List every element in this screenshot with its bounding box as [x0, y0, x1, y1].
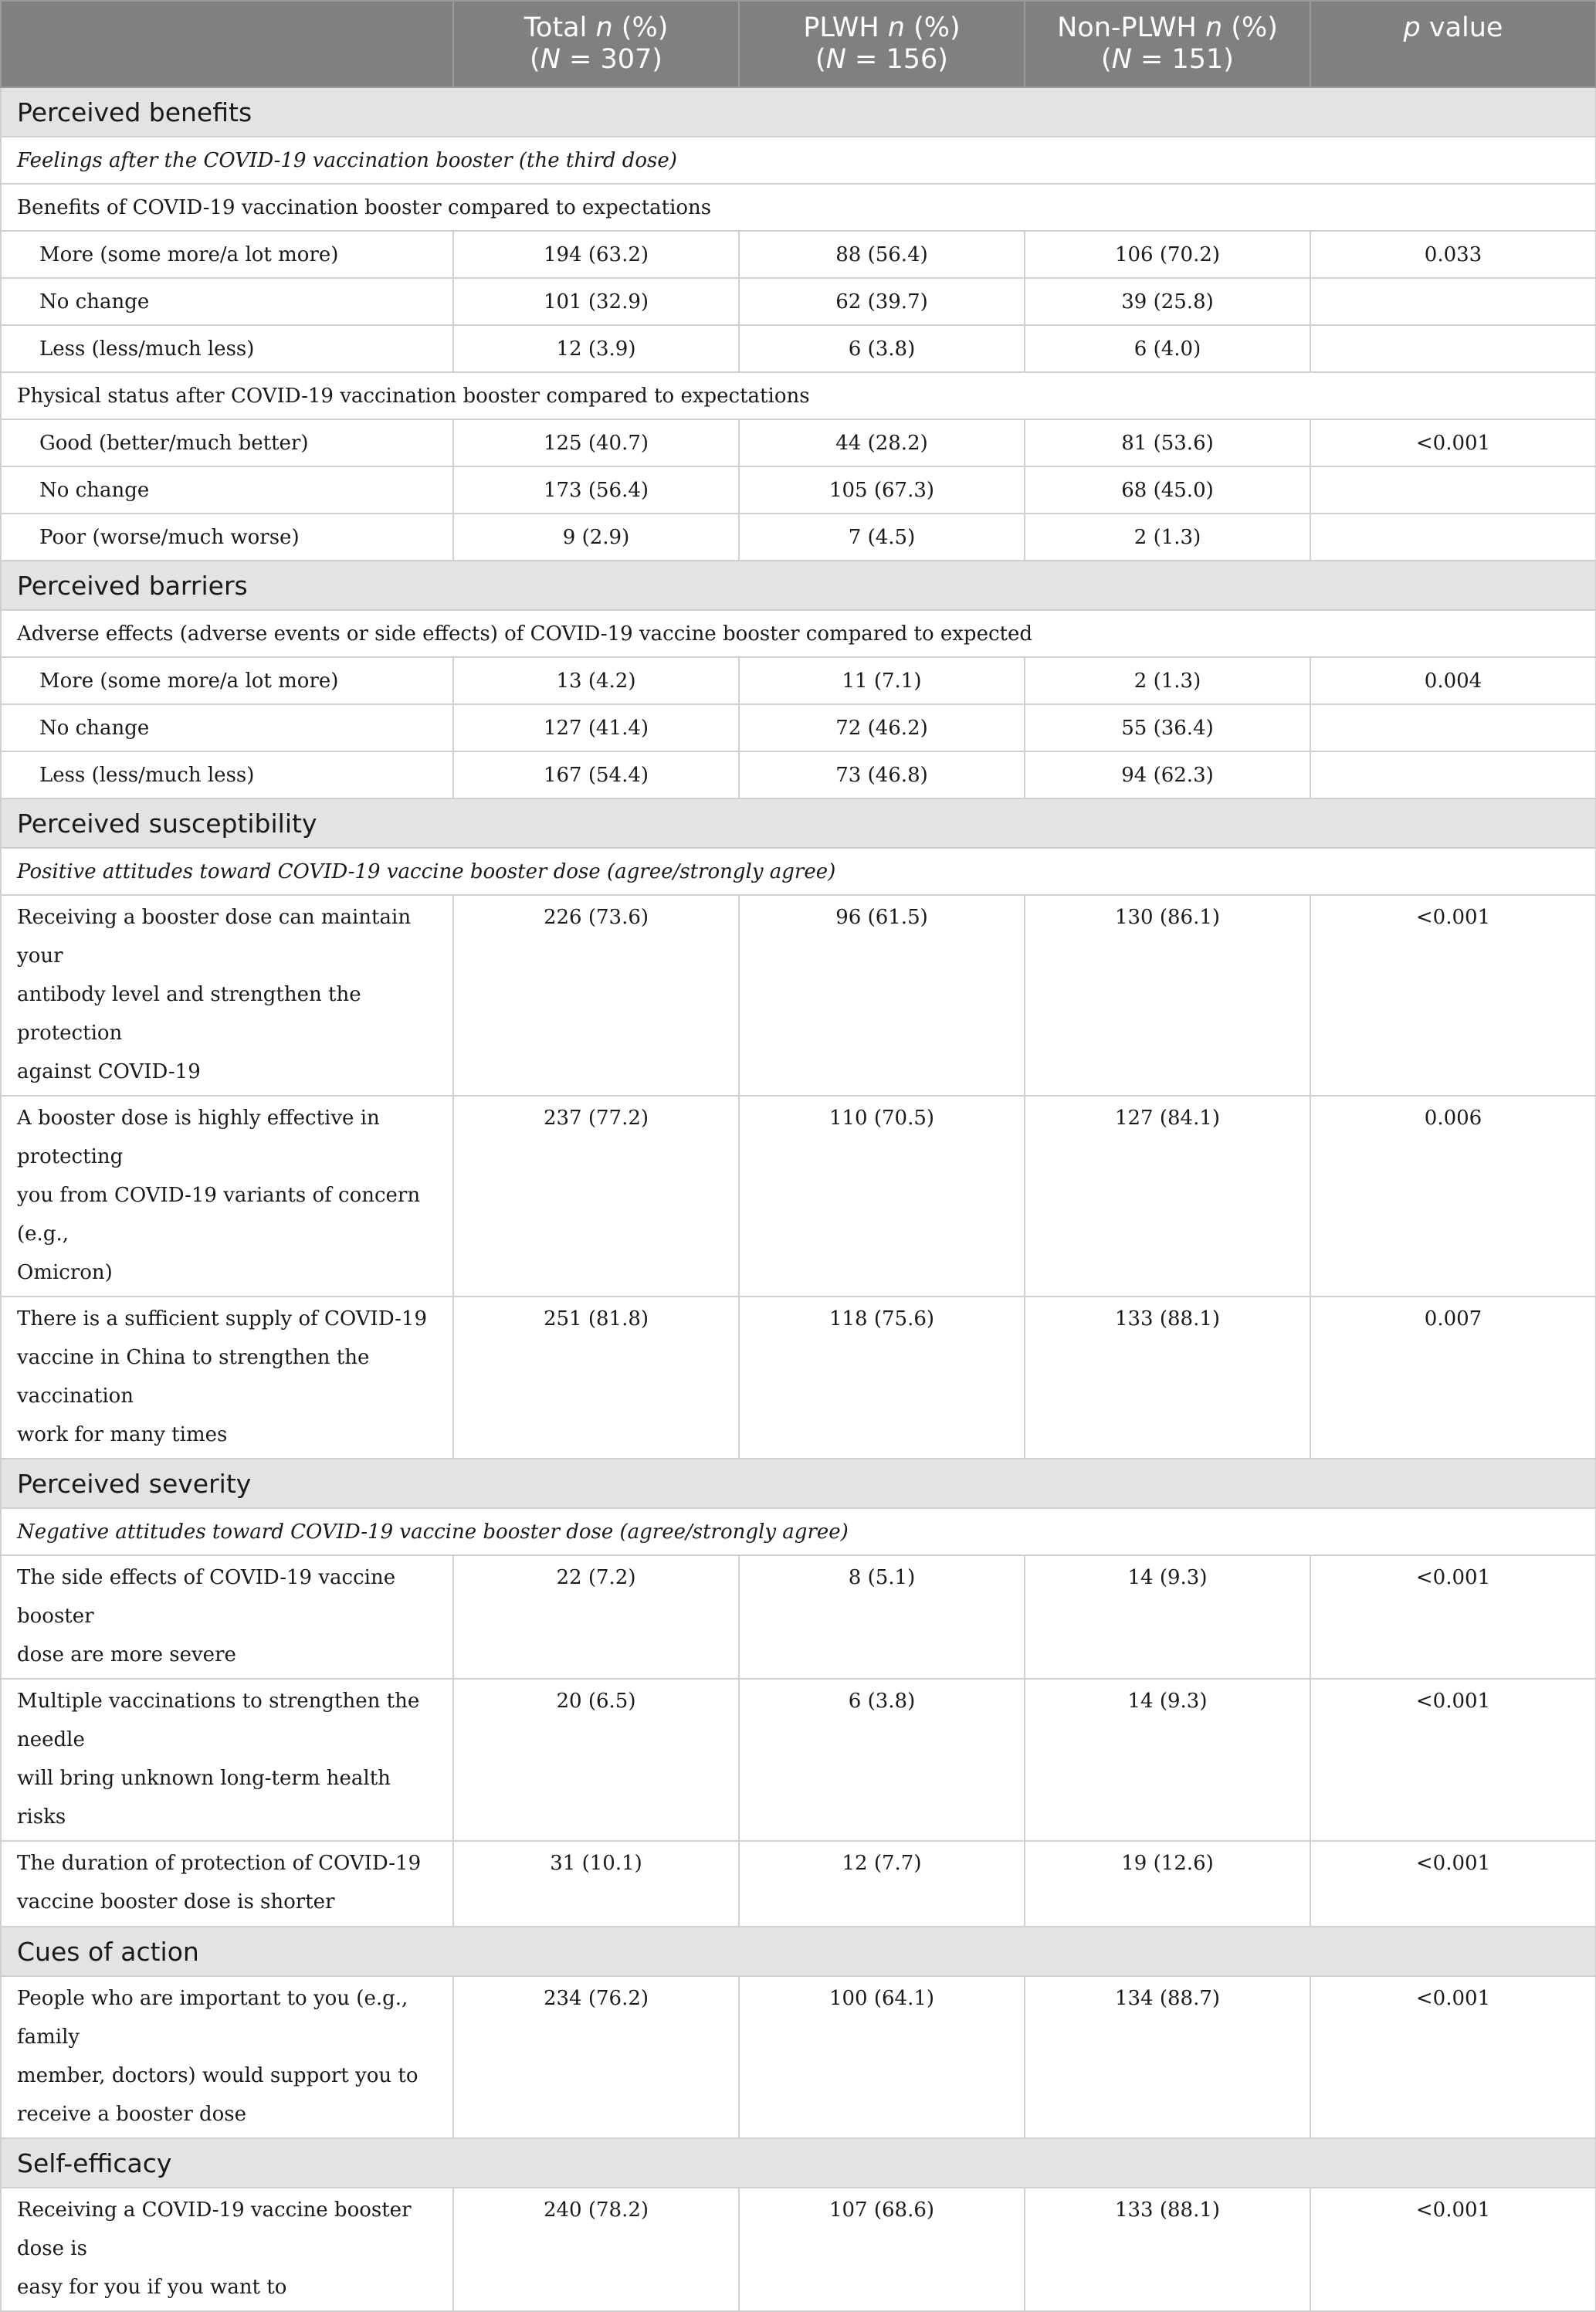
row-label: Multiple vaccinations to strengthen the needle will bring unknown long-term health risks	[1, 1679, 453, 1841]
question-label: Benefits of COVID-19 vaccination booster compared to expectations	[1, 184, 1596, 231]
header-row	[1, 1, 1596, 87]
total-cell: 194 (63.2)	[453, 231, 739, 278]
total-cell: 234 (76.2)	[453, 1976, 739, 2138]
non-plwh-cell: 14 (9.3)	[1025, 1679, 1310, 1841]
p-value-cell: <0.001	[1310, 1679, 1596, 1841]
table-row	[1, 1555, 1596, 1679]
section-row	[1, 2138, 1596, 2188]
section-title: Perceived benefits	[1, 87, 1596, 137]
header-non-plwh: Non-PLWH n (%) (N = 151)	[1025, 1, 1310, 87]
non-plwh-cell: 2 (1.3)	[1025, 514, 1310, 561]
non-plwh-cell: 39 (25.8)	[1025, 278, 1310, 325]
row-label: People who are important to you (e.g., family member, doctors) would support you to receive a booster dose	[1, 1976, 453, 2138]
plwh-cell: 62 (39.7)	[739, 278, 1025, 325]
subheading: Positive attitudes toward COVID-19 vaccine booster dose (agree/strongly agree)	[1, 848, 1596, 895]
header-empty-cell	[1, 1, 453, 87]
total-cell: 240 (78.2)	[453, 2188, 739, 2311]
total-cell: 31 (10.1)	[453, 1841, 739, 1927]
table-row	[1, 514, 1596, 561]
row-label: The duration of protection of COVID-19 vaccine booster dose is shorter	[1, 1841, 453, 1927]
total-cell: 237 (77.2)	[453, 1096, 739, 1297]
p-value-cell: 0.006	[1310, 1096, 1596, 1297]
p-value-cell: 0.004	[1310, 657, 1596, 704]
table-row	[1, 231, 1596, 278]
section-row	[1, 798, 1596, 848]
non-plwh-cell: 2 (1.3)	[1025, 657, 1310, 704]
header-total: Total n (%) (N = 307)	[453, 1, 739, 87]
section-row	[1, 561, 1596, 610]
row-label: Receiving a COVID-19 vaccine booster dose is easy for you if you want to	[1, 2188, 453, 2311]
non-plwh-cell: 81 (53.6)	[1025, 419, 1310, 466]
plwh-cell: 7 (4.5)	[739, 514, 1025, 561]
table-row	[1, 1679, 1596, 1841]
total-cell: 13 (4.2)	[453, 657, 739, 704]
table-row	[1, 278, 1596, 325]
section-title: Perceived barriers	[1, 561, 1596, 610]
row-label: Less (less/much less)	[1, 751, 453, 798]
p-value-cell: <0.001	[1310, 419, 1596, 466]
question-row	[1, 372, 1596, 419]
row-label: The side effects of COVID-19 vaccine booster dose are more severe	[1, 1555, 453, 1679]
total-cell: 101 (32.9)	[453, 278, 739, 325]
subheading: Feelings after the COVID-19 vaccination booster (the third dose)	[1, 137, 1596, 184]
row-label: A booster dose is highly effective in protecting you from COVID-19 variants of concern (e.g., Omicron)	[1, 1096, 453, 1297]
table-row	[1, 325, 1596, 372]
row-label: Good (better/much better)	[1, 419, 453, 466]
header-plwh: PLWH n (%) (N = 156)	[739, 1, 1025, 87]
total-cell: 127 (41.4)	[453, 704, 739, 751]
table-row	[1, 419, 1596, 466]
total-cell: 125 (40.7)	[453, 419, 739, 466]
non-plwh-cell: 106 (70.2)	[1025, 231, 1310, 278]
table-row	[1, 895, 1596, 1096]
non-plwh-cell: 14 (9.3)	[1025, 1555, 1310, 1679]
non-plwh-cell: 94 (62.3)	[1025, 751, 1310, 798]
plwh-cell: 6 (3.8)	[739, 325, 1025, 372]
plwh-cell: 105 (67.3)	[739, 466, 1025, 514]
total-cell: 12 (3.9)	[453, 325, 739, 372]
row-label: Receiving a booster dose can maintain your antibody level and strengthen the protection against COVID-19	[1, 895, 453, 1096]
non-plwh-cell: 127 (84.1)	[1025, 1096, 1310, 1297]
table-row	[1, 2188, 1596, 2311]
p-value-cell	[1310, 278, 1596, 325]
question-row	[1, 184, 1596, 231]
table-row	[1, 466, 1596, 514]
non-plwh-cell: 133 (88.1)	[1025, 2188, 1310, 2311]
non-plwh-cell: 133 (88.1)	[1025, 1297, 1310, 1459]
row-label: More (some more/a lot more)	[1, 231, 453, 278]
plwh-cell: 12 (7.7)	[739, 1841, 1025, 1927]
section-title: Perceived susceptibility	[1, 798, 1596, 848]
p-value-cell: <0.001	[1310, 895, 1596, 1096]
total-cell: 20 (6.5)	[453, 1679, 739, 1841]
subheading: Negative attitudes toward COVID-19 vaccine booster dose (agree/strongly agree)	[1, 1508, 1596, 1555]
row-label: There is a sufficient supply of COVID-19 vaccine in China to strengthen the vaccination work for many times	[1, 1297, 453, 1459]
total-cell: 251 (81.8)	[453, 1297, 739, 1459]
total-cell: 173 (56.4)	[453, 466, 739, 514]
subheading-row	[1, 848, 1596, 895]
table-row	[1, 1976, 1596, 2138]
p-value-cell	[1310, 704, 1596, 751]
plwh-cell: 11 (7.1)	[739, 657, 1025, 704]
p-value-cell: 0.007	[1310, 1297, 1596, 1459]
section-title: Perceived severity	[1, 1459, 1596, 1508]
table-row	[1, 704, 1596, 751]
plwh-cell: 44 (28.2)	[739, 419, 1025, 466]
table-row	[1, 657, 1596, 704]
plwh-cell: 8 (5.1)	[739, 1555, 1025, 1679]
subheading-row	[1, 137, 1596, 184]
p-value-cell: <0.001	[1310, 1841, 1596, 1927]
total-cell: 22 (7.2)	[453, 1555, 739, 1679]
question-label: Physical status after COVID-19 vaccination booster compared to expectations	[1, 372, 1596, 419]
p-value-cell	[1310, 325, 1596, 372]
row-label: No change	[1, 278, 453, 325]
plwh-cell: 6 (3.8)	[739, 1679, 1025, 1841]
section-row	[1, 1927, 1596, 1976]
table-row	[1, 1841, 1596, 1927]
row-label: More (some more/a lot more)	[1, 657, 453, 704]
plwh-cell: 110 (70.5)	[739, 1096, 1025, 1297]
total-cell: 9 (2.9)	[453, 514, 739, 561]
plwh-cell: 73 (46.8)	[739, 751, 1025, 798]
non-plwh-cell: 134 (88.7)	[1025, 1976, 1310, 2138]
section-title: Self-efficacy	[1, 2138, 1596, 2188]
section-row	[1, 87, 1596, 137]
p-value-cell: <0.001	[1310, 2188, 1596, 2311]
non-plwh-cell: 130 (86.1)	[1025, 895, 1310, 1096]
row-label: Poor (worse/much worse)	[1, 514, 453, 561]
header-p-value: p value	[1310, 1, 1596, 87]
row-label: No change	[1, 466, 453, 514]
plwh-cell: 107 (68.6)	[739, 2188, 1025, 2311]
table-row	[1, 751, 1596, 798]
row-label: No change	[1, 704, 453, 751]
plwh-cell: 96 (61.5)	[739, 895, 1025, 1096]
p-value-cell	[1310, 514, 1596, 561]
p-value-cell: 0.033	[1310, 231, 1596, 278]
question-row	[1, 610, 1596, 657]
section-row	[1, 1459, 1596, 1508]
subheading-row	[1, 1508, 1596, 1555]
p-value-cell	[1310, 751, 1596, 798]
plwh-cell: 100 (64.1)	[739, 1976, 1025, 2138]
non-plwh-cell: 6 (4.0)	[1025, 325, 1310, 372]
section-title: Cues of action	[1, 1927, 1596, 1976]
plwh-cell: 72 (46.2)	[739, 704, 1025, 751]
non-plwh-cell: 19 (12.6)	[1025, 1841, 1310, 1927]
row-label: Less (less/much less)	[1, 325, 453, 372]
question-label: Adverse effects (adverse events or side effects) of COVID-19 vaccine booster compared to expected	[1, 610, 1596, 657]
total-cell: 226 (73.6)	[453, 895, 739, 1096]
p-value-cell: <0.001	[1310, 1555, 1596, 1679]
non-plwh-cell: 68 (45.0)	[1025, 466, 1310, 514]
total-cell: 167 (54.4)	[453, 751, 739, 798]
non-plwh-cell: 55 (36.4)	[1025, 704, 1310, 751]
p-value-cell	[1310, 466, 1596, 514]
p-value-cell: <0.001	[1310, 1976, 1596, 2138]
table-row	[1, 1297, 1596, 1459]
plwh-cell: 88 (56.4)	[739, 231, 1025, 278]
table-row	[1, 1096, 1596, 1297]
plwh-cell: 118 (75.6)	[739, 1297, 1025, 1459]
